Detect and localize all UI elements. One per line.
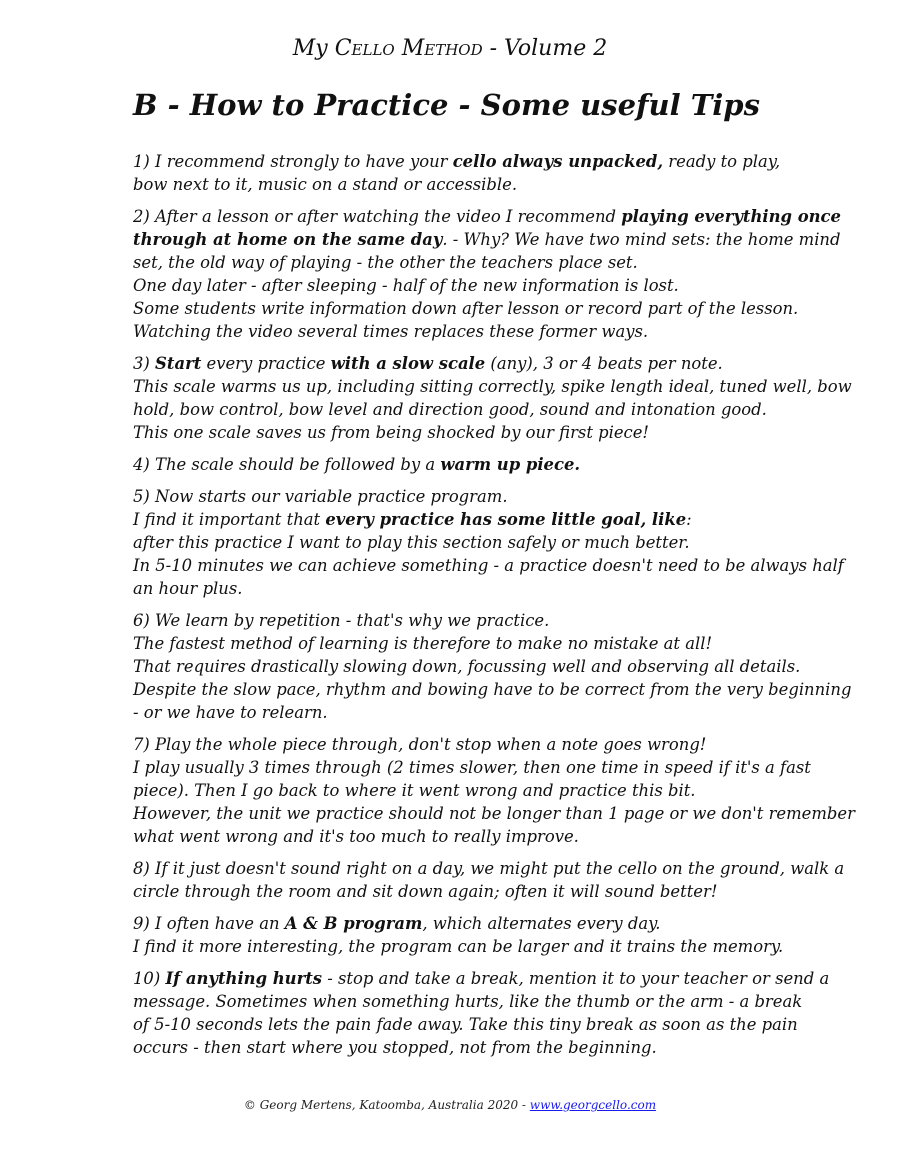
tip-text: Despite the slow pace, rhythm and bowing have to be correct from the very beginning	[133, 680, 852, 699]
tip-text: Watching the video several times replaces these former ways.	[133, 322, 649, 341]
tip-line	[133, 352, 833, 375]
tip-line	[133, 398, 833, 421]
tip-text: However, the unit we practice should not be longer than 1 page or we don't remember	[133, 804, 855, 823]
tip-text: an hour plus.	[133, 579, 243, 598]
tip-paragraph	[133, 453, 833, 476]
tip-text: 7) Play the whole piece through, don't stop when a note goes wrong!	[133, 735, 707, 754]
tip-text: ready to play,	[663, 152, 781, 171]
tip-text: , which alternates every day.	[422, 914, 661, 933]
tip-text: I find it more interesting, the program can be larger and it trains the memory.	[133, 937, 784, 956]
tip-line	[133, 453, 833, 476]
tip-line	[133, 421, 833, 444]
tip-text: circle through the room and sit down again; often it will sound better!	[133, 882, 718, 901]
tip-text: That requires drastically slowing down, focussing well and observing all details.	[133, 657, 801, 676]
tip-emphasis: with a slow scale	[330, 354, 486, 373]
tip-line	[133, 779, 833, 802]
tip-line	[133, 678, 852, 701]
tip-text: hold, bow control, bow level and direction good, sound and intonation good.	[133, 400, 767, 419]
tip-paragraph	[133, 912, 833, 958]
tip-line	[133, 756, 833, 779]
tip-text: what went wrong and it's too much to really improve.	[133, 827, 579, 846]
tip-line	[133, 228, 841, 251]
tip-line	[133, 173, 833, 196]
header-suffix: - Volume 2	[482, 36, 608, 61]
tip-line	[133, 967, 833, 990]
tip-emphasis: If anything hurts	[165, 969, 323, 988]
tip-line	[133, 150, 833, 173]
footer-copyright: © Georg Mertens, Katoomba, Australia 2020 -	[243, 1098, 530, 1112]
tip-text: 5) Now starts our variable practice program.	[133, 487, 508, 506]
tip-line	[133, 375, 852, 398]
tip-paragraph	[133, 967, 833, 1059]
tip-paragraph	[133, 352, 852, 444]
tip-line	[133, 554, 844, 577]
tip-text: 4) The scale should be followed by a	[133, 455, 441, 474]
page-header	[0, 36, 900, 61]
tip-text: of 5-10 seconds lets the pain fade away. Take this tiny break as soon as the pain	[133, 1015, 798, 1034]
tip-text: 8) If it just doesn't sound right on a day, we might put the cello on the ground, walk a	[133, 859, 845, 878]
tip-emphasis: playing everything once	[621, 207, 841, 226]
tip-line	[133, 485, 833, 508]
tip-line	[133, 508, 833, 531]
tip-paragraph	[133, 857, 845, 903]
tip-line	[133, 990, 833, 1013]
tip-line	[133, 1013, 833, 1036]
tip-text: - or we have to relearn.	[133, 703, 328, 722]
tip-line	[133, 935, 833, 958]
tip-line	[133, 632, 833, 655]
tip-emphasis: A & B program	[284, 914, 423, 933]
tip-line	[133, 857, 845, 880]
tip-text: . - Why? We have two mind sets: the home mind	[442, 230, 841, 249]
tips-list	[133, 150, 855, 1068]
tip-line	[133, 825, 833, 848]
tip-paragraph	[133, 609, 852, 724]
tip-emphasis: warm up piece.	[440, 455, 581, 474]
tip-line	[133, 1036, 833, 1059]
tip-emphasis: cello always unpacked,	[452, 152, 664, 171]
tip-text: set, the old way of playing - the other the teachers place set.	[133, 253, 638, 272]
tip-line	[133, 577, 833, 600]
tip-text: 9) I often have an	[133, 914, 285, 933]
tip-text: In 5-10 minutes we can achieve something - a practice doesn't need to be always half	[133, 556, 844, 575]
tip-text: I play usually 3 times through (2 times slower, then one time in speed if it's a fast	[133, 758, 811, 777]
tip-text: every practice	[201, 354, 331, 373]
tip-text: - stop and take a break, mention it to your teacher or send a	[322, 969, 830, 988]
tip-text: I find it important that	[133, 510, 326, 529]
tip-text: after this practice I want to play this section safely or much better.	[133, 533, 690, 552]
header-method: Cello Method	[334, 36, 483, 61]
tip-text: occurs - then start where you stopped, not from the beginning.	[133, 1038, 657, 1057]
tip-line	[133, 297, 833, 320]
tip-line	[133, 733, 833, 756]
tip-text: piece). Then I go back to where it went wrong and practice this bit.	[133, 781, 696, 800]
tip-line	[133, 912, 833, 935]
header-prefix: My	[292, 36, 335, 61]
tip-line	[133, 880, 833, 903]
tip-text: message. Sometimes when something hurts, like the thumb or the arm - a break	[133, 992, 803, 1011]
tip-text: 6) We learn by repetition - that's why we practice.	[133, 611, 550, 630]
tip-text: 3)	[133, 354, 156, 373]
tip-text: (any), 3 or 4 beats per note.	[485, 354, 723, 373]
tip-paragraph	[133, 485, 844, 600]
tip-text: This scale warms us up, including sitting correctly, spike length ideal, tuned well, bow	[133, 377, 852, 396]
tip-text: This one scale saves us from being shocked by our first piece!	[133, 423, 650, 442]
tip-line	[133, 205, 841, 228]
page-title: B - How to Practice - Some useful Tips	[133, 88, 760, 122]
tip-text: 1) I recommend strongly to have your	[133, 152, 453, 171]
tip-text: One day later - after sleeping - half of the new information is lost.	[133, 276, 679, 295]
tip-text: Some students write information down after lesson or record part of the lesson.	[133, 299, 799, 318]
tip-line	[133, 655, 833, 678]
tip-line	[133, 802, 855, 825]
tip-line	[133, 320, 833, 343]
tip-line	[133, 274, 833, 297]
tip-line	[133, 531, 833, 554]
tip-text: 2) After a lesson or after watching the video I recommend	[133, 207, 622, 226]
tip-paragraph	[133, 150, 833, 196]
tip-text: :	[686, 510, 692, 529]
tip-emphasis: through at home on the same day	[133, 230, 443, 249]
page-footer	[0, 1098, 900, 1112]
tip-paragraph	[133, 733, 855, 848]
tip-line	[133, 609, 833, 632]
tip-text: bow next to it, music on a stand or accessible.	[133, 175, 518, 194]
footer-link[interactable]: www.georgcello.com	[529, 1098, 657, 1112]
tip-text: 10)	[133, 969, 166, 988]
tip-paragraph	[133, 205, 841, 343]
tip-emphasis: Start	[155, 354, 202, 373]
tip-emphasis: every practice has some little goal, like	[325, 510, 687, 529]
tip-line	[133, 251, 833, 274]
tip-text: The fastest method of learning is therefore to make no mistake at all!	[133, 634, 713, 653]
tip-line	[133, 701, 833, 724]
